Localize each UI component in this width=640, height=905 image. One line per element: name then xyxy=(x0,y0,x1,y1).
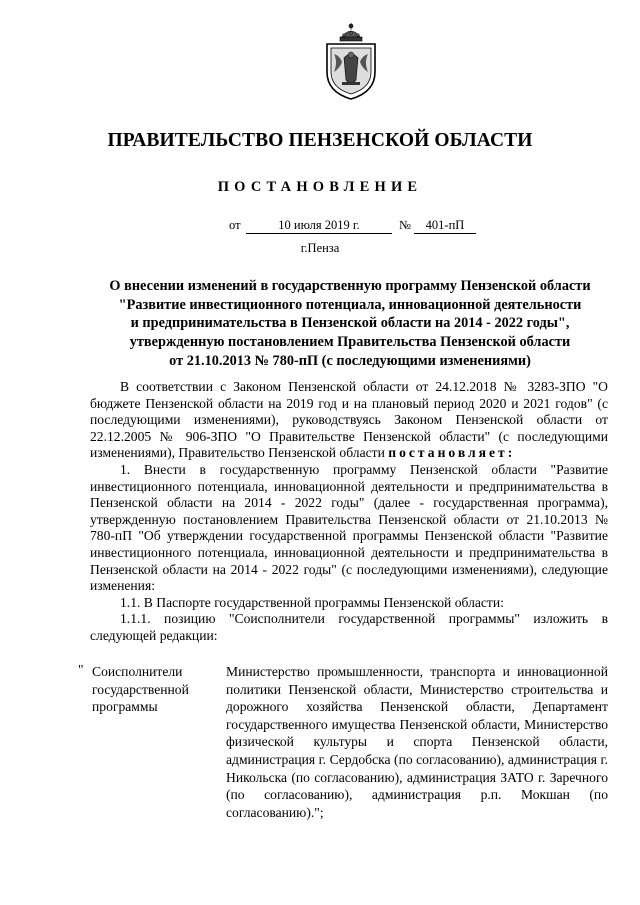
document-heading xyxy=(60,277,640,371)
heading-line: "Развитие инвестиционного потенциала, инновационной деятельности xyxy=(118,296,582,313)
clause-paragraph: 1.1. В Паспорте государственной программы Пензенской области: xyxy=(120,594,504,610)
opening-quote: " xyxy=(78,662,84,677)
document-body xyxy=(90,379,608,645)
position-label: Соисполнители государственной программы xyxy=(92,664,189,715)
date-prefix: от xyxy=(229,218,241,232)
heading-line: от 21.10.2013 № 780-пП (с последующими изменениями) xyxy=(169,352,531,369)
heading-line: О внесении изменений в государственную программу Пензенской области xyxy=(109,278,591,294)
date-field xyxy=(246,218,392,234)
document-type: ПОСТАНОВЛЕНИЕ xyxy=(217,179,423,195)
preamble-text: В соответствии с Законом Пензенской области от 24.12.2018 № 3283-ЗПО "О бюджете Пензенской области на 2019 год и на плановый период 2020 и 2021 годов" (с последующими изменениями), руководствуясь Законом Пензенской области от 22.12.2005 № 906-ЗПО "О Правительстве Пензенской области" (с последующими изменениями), Правительство Пензенской области xyxy=(90,379,608,461)
resolves-verb: постановляет: xyxy=(388,445,516,461)
city-name: г.Пенза xyxy=(300,241,340,255)
number-value: 401-пП xyxy=(414,218,476,234)
clause-paragraph: 1. Внести в государственную программу Пензенской области "Развитие инвестиционного потенциала, инновационной деятельности и предпринимательства в Пензенской области на 2014 - 2022 годы" (далее - государственная программа), утвержденную постановлением Правительства Пензенской области от 21.10.2013 № 780-пП "Об утверждении государственной программы Пензенской области "Развитие инвестиционного потенциала, инновационной деятельности и предпринимательства в Пензенской области на 2014 - 2022 годы" (с последующими изменениями), следующие изменения: xyxy=(90,461,608,594)
preamble-paragraph xyxy=(90,379,608,462)
number-prefix: № xyxy=(399,218,411,232)
coat-of-arms-emblem xyxy=(322,22,380,100)
date-value: 10 июля 2019 г. xyxy=(246,218,392,234)
organization-title: ПРАВИТЕЛЬСТВО ПЕНЗЕНСКОЙ ОБЛАСТИ xyxy=(107,130,533,151)
heading-line: утвержденную постановлением Правительства Пензенской области xyxy=(129,334,571,351)
number-field xyxy=(414,218,476,234)
position-value: Министерство промышленности, транспорта и инновационной политики Пензенской области, Министерство строительства и дорожного хозяйства Пензенской области, Департамент государственного имущества Пензенской области, Министерство физической культуры и спорта Пензенской области, администрация г. Сердобска (по согласованию), администрация г. Никольска (по согласованию), администрация ЗАТО г. Заречного (по согласованию), администрация р.п. Мокшан (по согласованию)."; xyxy=(226,664,608,820)
clause-paragraph: 1.1.1. позицию "Соисполнители государственной программы" изложить в следующей редакции: xyxy=(90,611,608,643)
heading-line: и предпринимательства в Пензенской области на 2014 - 2022 годы", xyxy=(130,315,570,332)
